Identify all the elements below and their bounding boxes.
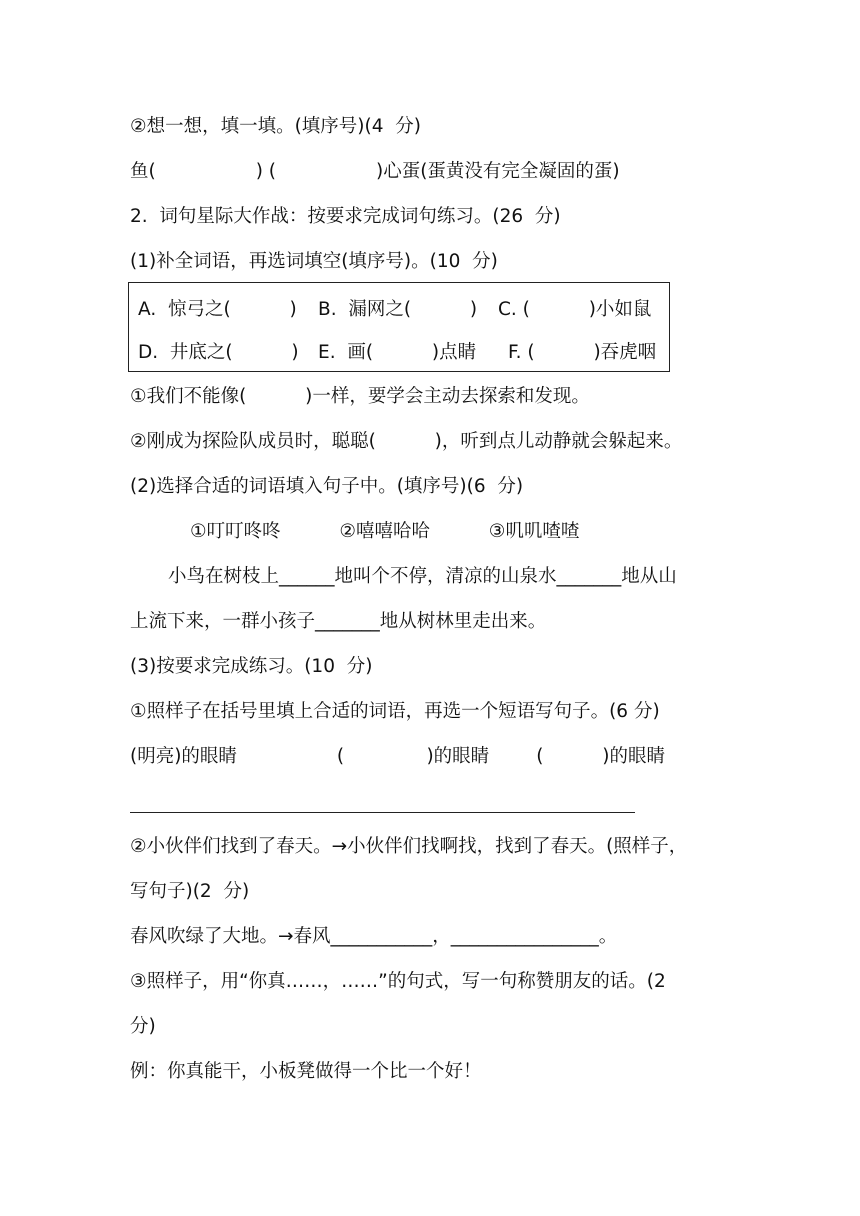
- task-2-example-cont: 写句子)(2 分): [130, 881, 250, 902]
- paragraph-line-1: 小鸟在树枝上______地叫个不停，清凉的山泉水_______地从山: [168, 566, 677, 587]
- option-a: A. 惊弓之( ): [138, 299, 297, 320]
- answer-line: [130, 812, 635, 813]
- task-2-exercise: 春风吹绿了大地。→春风___________，________________。: [130, 926, 618, 947]
- line-fill-order-heading: ②想一想，填一填。(填序号)(4 分): [130, 116, 421, 137]
- line-fish-blank: 鱼( ) ( )心蛋(蛋黄没有完全凝固的蛋): [130, 161, 620, 182]
- part-2-heading: (2)选择合适的词语填入句子中。(填序号)(6 分): [130, 476, 524, 497]
- task-3-example: 例：你真能干，小板凳做得一个比一个好！: [130, 1061, 482, 1082]
- word-choices: ①叮叮咚咚 ②嘻嘻哈哈 ③叽叽喳喳: [190, 521, 580, 542]
- sentence-2: ②刚成为探险队成员时，聪聪( )，听到点儿动静就会躲起来。: [130, 431, 683, 452]
- option-c: C. ( )小如鼠: [498, 299, 652, 320]
- option-f: F. ( )吞虎咽: [508, 342, 657, 363]
- option-d: D. 井底之( ): [138, 342, 299, 363]
- paragraph-line-2: 上流下来，一群小孩子_______地从树林里走出来。: [130, 611, 547, 632]
- task-3-heading: ③照样子，用“你真……，……”的句式，写一句称赞朋友的话。(2: [130, 971, 666, 992]
- eyes-phrases: (明亮)的眼睛 ( )的眼睛 ( )的眼睛: [130, 746, 665, 767]
- option-e: E. 画( )点睛: [318, 342, 477, 363]
- part-3-heading: (3)按要求完成练习。(10 分): [130, 656, 373, 677]
- idiom-options-box: [128, 282, 670, 372]
- option-b: B. 漏网之( ): [318, 299, 478, 320]
- task-2-example: ②小伙伴们找到了春天。→小伙伴们找啊找，找到了春天。(照样子，: [130, 836, 688, 857]
- task-3-heading-cont: 分): [130, 1016, 156, 1037]
- sentence-1: ①我们不能像( )一样，要学会主动去探索和发现。: [130, 386, 590, 407]
- part-1-heading: (1)补全词语，再选词填空(填序号)。(10 分): [130, 251, 498, 272]
- task-1-heading: ①照样子在括号里填上合适的词语，再选一个短语写句子。(6 分): [130, 701, 660, 722]
- question-2-heading: 2. 词句星际大作战：按要求完成词句练习。(26 分): [130, 206, 561, 227]
